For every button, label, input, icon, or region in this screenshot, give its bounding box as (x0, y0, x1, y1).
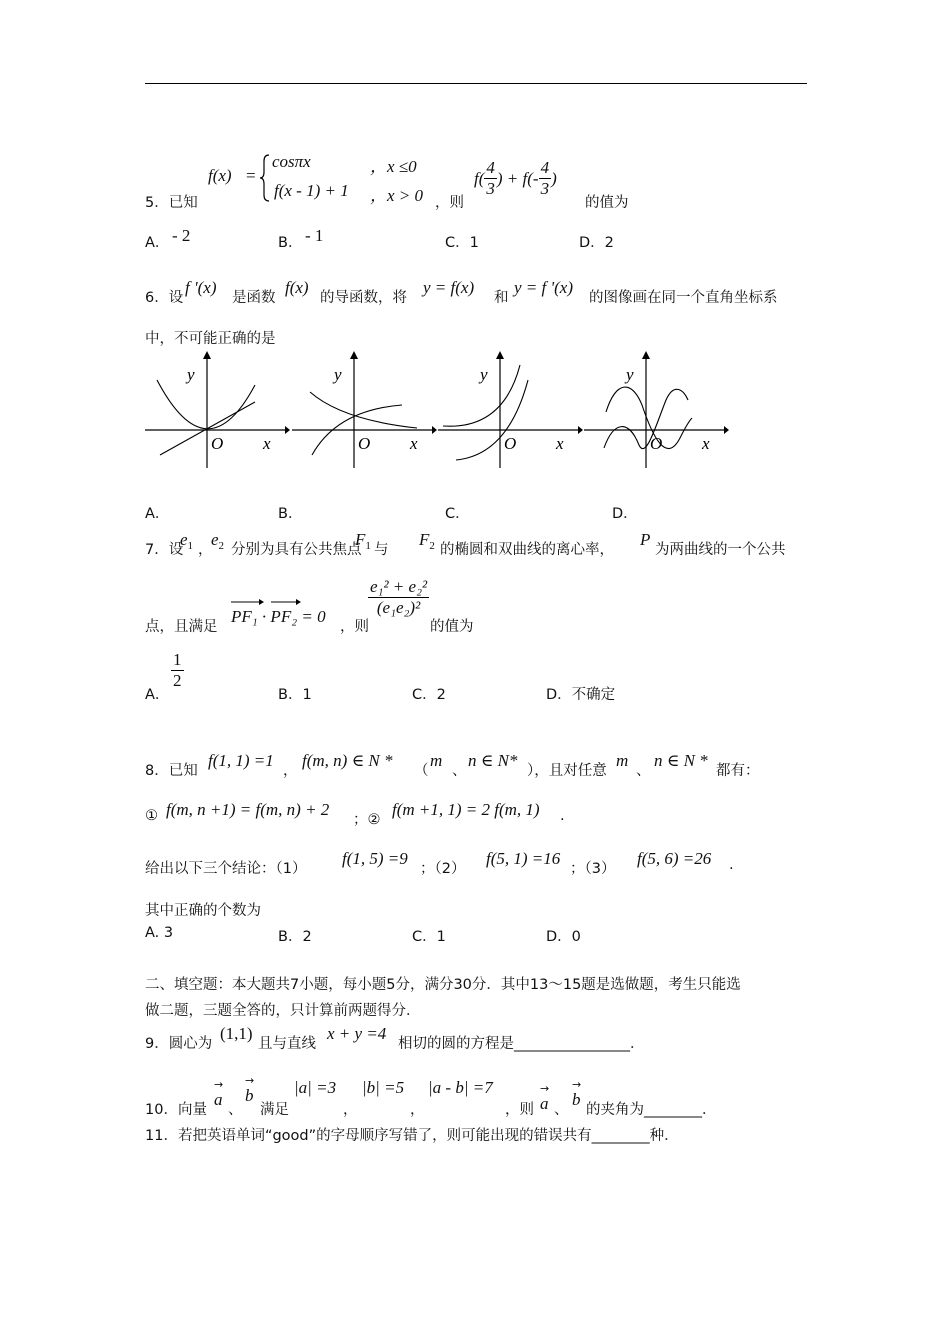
q5-then: ，则 (435, 195, 464, 211)
q6-graph-a-y-label: y (187, 365, 195, 384)
q7-vector-eq: PF₁ · PF₂ = 0 (231, 607, 326, 626)
q5-option-d: D．2 (579, 235, 614, 251)
q7-option-a-fraction: $\frac{1}{2}$ (173, 650, 182, 690)
q5-option-a-value: - 2 (172, 226, 191, 245)
q6-label: 6．设 (145, 290, 184, 306)
q9-label: 9．圆心为 (145, 1036, 213, 1052)
q5-expression: f( $\frac{4}{3}$ ) + f(- $\frac{4}{3}$ ) (474, 158, 557, 198)
q6-graph-b-y-label: y (334, 365, 342, 384)
q5-option-a: A． (145, 235, 170, 251)
q8-option-b: B．2 (278, 929, 312, 945)
q7-fraction: $\frac{\text{e₁² + e₂²}}{\text{(e₁e₂)²}}$ (370, 577, 428, 617)
q7-vector-arrows (229, 597, 339, 607)
q6-option-a: A． (145, 506, 170, 522)
q6-graph-d-x-label: x (702, 434, 710, 453)
q8-condition-2: f(m +1, 1) = 2 f(m, 1) (392, 800, 540, 819)
q7-P: P (640, 530, 651, 549)
q6-graph-b (292, 350, 437, 468)
q5-cond1: ，x ≤0 (370, 157, 417, 176)
q8-option-a: A. 3 (145, 925, 174, 941)
q5-fx: f(x) (208, 166, 232, 185)
q5-frac-2: $\frac{4}{3}$ (540, 158, 550, 198)
q6-graph-c-y-label: y (480, 365, 488, 384)
q10-cond-3: |a - b| =7 (428, 1078, 493, 1097)
q6-graph-c (438, 350, 583, 468)
q7-F1: $F_1$ (355, 530, 371, 552)
q7-option-c: C．2 (412, 687, 446, 703)
q6-fx: f(x) (285, 278, 309, 297)
q8-conclusion-1: f(1, 5) =9 (342, 849, 408, 868)
header-rule (145, 83, 807, 84)
q8-conclusion-2: f(5, 1) =16 (486, 849, 561, 868)
q6-fprime: f '(x) (185, 278, 217, 297)
q6-graph-a-x-label: x (263, 434, 271, 453)
q6-option-c: C． (445, 506, 470, 522)
q6-graph-a-origin: O (211, 434, 224, 453)
q11-text: 11．若把英语单词“good”的字母顺序写错了，则可能出现的错误共有________种． (145, 1128, 679, 1144)
q7-F2: $F_2$ (419, 530, 435, 552)
q5-case2: f(x - 1) + 1 (274, 181, 349, 200)
q5-tail: 的值为 (585, 195, 629, 211)
q5-option-b: B． (278, 235, 303, 251)
q6-option-d: D． (612, 506, 638, 522)
q8-option-d: D．0 (546, 929, 581, 945)
q6-graph-d (584, 350, 729, 468)
q7-e2: $e_2$ (211, 530, 225, 552)
q8-label: 8．已知 (145, 763, 198, 779)
q5-brace (259, 153, 271, 203)
q6-graph-d-origin: O (650, 434, 663, 453)
q6-graph-b-origin: O (358, 434, 371, 453)
q10-cond-1: |a| =3 (294, 1078, 337, 1097)
q6-graph-b-x-label: x (410, 434, 418, 453)
q7-e1: $e_1$ (180, 530, 194, 552)
q8-condition-1: f(m, n +1) = f(m, n) + 2 (166, 800, 330, 819)
q7-label: 7．设 (145, 542, 184, 558)
q8-option-c: C．1 (412, 929, 446, 945)
q6-option-b: B． (278, 506, 303, 522)
q7-option-d: D．不确定 (546, 687, 616, 703)
q10-label: 10．向量 (145, 1102, 207, 1118)
q7-option-a: A． (145, 687, 170, 703)
q6-graph-c-x-label: x (556, 434, 564, 453)
q6-graph-d-y-label: y (626, 365, 634, 384)
q5-option-b-value: - 1 (305, 226, 324, 245)
q5-option-c: C．1 (445, 235, 479, 251)
q7-option-b: B．1 (278, 687, 312, 703)
q5-equals: = (246, 166, 256, 185)
q8-conclusion-3: f(5, 6) =26 (637, 849, 712, 868)
q5-case1: cosπx (272, 152, 311, 171)
q6-y-fx: y = f(x) (423, 278, 475, 297)
q5-frac-1: $\frac{4}{3}$ (486, 158, 495, 198)
q6-graph-a (145, 350, 290, 468)
q10-cond-2: |b| =5 (362, 1078, 405, 1097)
q6-y-fpx: y = f '(x) (514, 278, 573, 297)
q5-cond2: ，x > 0 (370, 186, 424, 205)
q5-label: 5．已知 (145, 195, 198, 211)
q6-graph-c-origin: O (504, 434, 517, 453)
